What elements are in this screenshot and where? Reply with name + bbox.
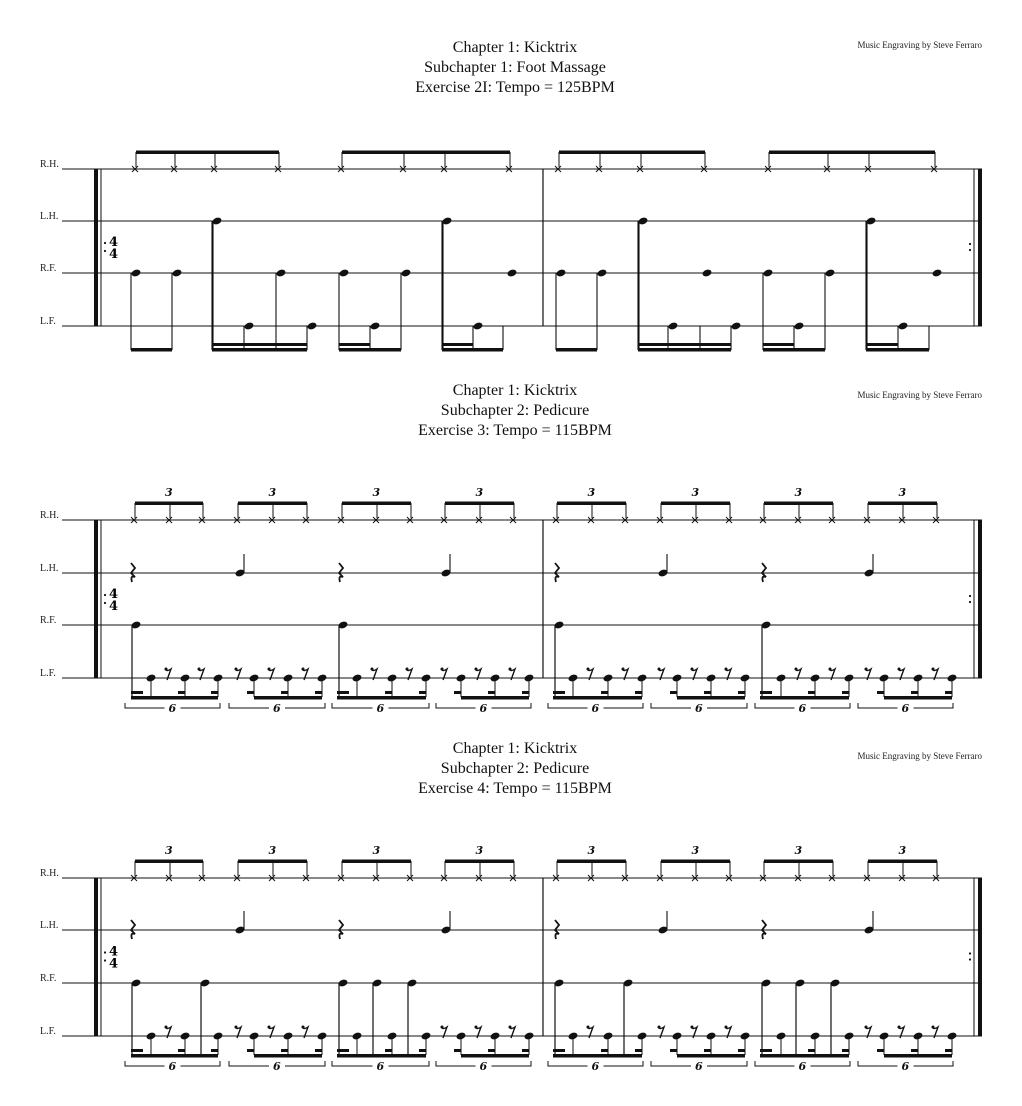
beam — [764, 860, 833, 864]
beam-stub — [704, 1049, 711, 1052]
staff-label-rh: R.H. — [40, 159, 59, 170]
subchapter-title: Subchapter 2: Pedicure — [440, 760, 590, 777]
triplet-number: 3 — [165, 844, 173, 857]
engraving-credit: Music Engraving by Steve Ferraro — [857, 751, 982, 761]
subchapter-title: Subchapter 1: Foot Massage — [424, 59, 606, 76]
eighth-rest-dot — [509, 1026, 512, 1029]
triplet-number: 3 — [372, 486, 381, 499]
staff-label-rf: R.F. — [40, 615, 57, 626]
sextuplet-number: 6 — [591, 1060, 600, 1073]
triplet-number: 3 — [898, 844, 907, 857]
beam — [445, 860, 514, 864]
staff-label-rf: R.F. — [40, 263, 57, 274]
staff-label-lh: L.H. — [40, 563, 59, 574]
beam — [553, 1054, 642, 1058]
exercise-title: Exercise 3: Tempo = 115BPM — [418, 422, 612, 439]
sextuplet-number: 6 — [376, 1060, 385, 1073]
repeat-dot-icon — [969, 958, 971, 960]
beam-stub — [945, 1049, 952, 1052]
staff-label-lf: L.F. — [40, 1026, 56, 1037]
eighth-rest-dot — [725, 1026, 728, 1029]
time-signature-bottom: 4 — [109, 956, 119, 972]
sextuplet-number: 6 — [168, 1060, 177, 1073]
beam-stub — [337, 1049, 349, 1052]
staff-label-lf: L.F. — [40, 316, 56, 327]
triplet-number: 3 — [165, 486, 173, 499]
beam-stub — [877, 1049, 884, 1052]
time-signature-top: 4 — [109, 235, 119, 250]
beam-stub — [488, 1049, 495, 1052]
beam-stub — [315, 1049, 322, 1052]
chapter-title: Chapter 1: Kicktrix — [452, 382, 578, 399]
triplet-number: 3 — [794, 844, 803, 857]
triplet-number: 3 — [475, 844, 484, 857]
beam-stub — [911, 1049, 918, 1052]
subchapter-title: Subchapter 2: Pedicure — [440, 402, 590, 419]
sextuplet-number: 6 — [168, 702, 177, 715]
eighth-rest-dot — [865, 1026, 868, 1029]
sextuplet-number: 6 — [695, 1060, 703, 1073]
time-signature-top: 4 — [109, 944, 119, 960]
beam-stub — [247, 1049, 254, 1052]
beam — [760, 1054, 849, 1058]
triplet-number: 3 — [898, 486, 907, 499]
sextuplet-number: 6 — [798, 1060, 807, 1073]
engraving-credit: Music Engraving by Steve Ferraro — [857, 390, 982, 400]
chapter-title: Chapter 1: Kicktrix — [452, 740, 578, 757]
beam — [337, 1054, 426, 1058]
beam-stub — [601, 1049, 608, 1052]
beam-stub — [281, 1049, 288, 1052]
beam-stub — [178, 1049, 185, 1052]
repeat-dot-icon — [104, 959, 106, 961]
triplet-number: 3 — [691, 844, 700, 857]
sextuplet-number: 6 — [798, 702, 807, 715]
beam-stub — [670, 1049, 677, 1052]
beam — [342, 860, 411, 864]
sextuplet-number: 6 — [479, 702, 488, 715]
sextuplet-number: 6 — [901, 702, 910, 715]
time-signature-bottom: 4 — [109, 247, 119, 262]
sextuplet-number: 6 — [479, 1060, 488, 1073]
chapter-title: Chapter 1: Kicktrix — [452, 39, 578, 56]
staff-label-rf: R.F. — [40, 973, 57, 984]
eighth-rest-dot — [898, 1026, 901, 1029]
triplet-number: 3 — [475, 486, 484, 499]
beam-stub — [522, 1049, 529, 1052]
triplet-number: 3 — [587, 844, 596, 857]
beam — [254, 1054, 322, 1058]
eighth-rest-dot — [932, 1026, 935, 1029]
staff-label-lh: L.H. — [40, 920, 59, 931]
eighth-rest-dot — [165, 1026, 168, 1029]
triplet-number: 3 — [268, 844, 277, 857]
eighth-rest-dot — [587, 1026, 590, 1029]
eighth-rest-dot — [658, 1026, 661, 1029]
beam-stub — [842, 1049, 849, 1052]
sextuplet-number: 6 — [695, 702, 703, 715]
eighth-rest-dot — [302, 1026, 305, 1029]
staff-label-rh: R.H. — [40, 868, 59, 879]
beam-stub — [131, 1049, 143, 1052]
sextuplet-number: 6 — [376, 702, 385, 715]
beam-stub — [454, 1049, 461, 1052]
beam-stub — [419, 1049, 426, 1052]
staff-label-rh: R.H. — [40, 510, 59, 521]
staff-label-lf: L.F. — [40, 668, 56, 679]
triplet-number: 3 — [372, 844, 381, 857]
exercise-title: Exercise 4: Tempo = 115BPM — [418, 780, 612, 797]
beam-stub — [808, 1049, 815, 1052]
beam-stub — [553, 1049, 565, 1052]
eighth-rest-dot — [691, 1026, 694, 1029]
triplet-number: 3 — [268, 486, 277, 499]
exercise-title: Exercise 2I: Tempo = 125BPM — [415, 79, 615, 96]
eighth-rest-dot — [268, 1026, 271, 1029]
triplet-number: 3 — [794, 486, 803, 499]
repeat-dot-icon — [104, 951, 106, 953]
beam-stub — [635, 1049, 642, 1052]
triplet-number: 3 — [587, 486, 596, 499]
eighth-rest-dot — [475, 1026, 478, 1029]
thick-barline — [978, 878, 982, 1036]
engraving-credit: Music Engraving by Steve Ferraro — [857, 40, 982, 50]
beam-stub — [211, 1049, 218, 1052]
beam-stub — [738, 1049, 745, 1052]
eighth-rest-dot — [235, 1026, 238, 1029]
triplet-number: 3 — [691, 486, 700, 499]
staff-label-lh: L.H. — [40, 211, 59, 222]
beam — [557, 860, 626, 864]
thick-barline — [94, 878, 98, 1036]
beam — [461, 1054, 529, 1058]
sextuplet-number: 6 — [591, 702, 600, 715]
time-signature-bottom: 4 — [109, 599, 119, 614]
beam — [868, 860, 937, 864]
sextuplet-number: 6 — [273, 702, 281, 715]
beam — [677, 1054, 745, 1058]
time-signature-top: 4 — [109, 587, 119, 602]
eighth-rest-dot — [441, 1026, 444, 1029]
beam-stub — [385, 1049, 392, 1052]
beam — [884, 1054, 952, 1058]
beam — [238, 860, 307, 864]
beam — [661, 860, 730, 864]
beam-stub — [760, 1049, 772, 1052]
sextuplet-number: 6 — [273, 1060, 281, 1073]
beam — [131, 1054, 218, 1058]
beam — [135, 860, 203, 864]
repeat-dot-icon — [969, 952, 971, 954]
sextuplet-number: 6 — [901, 1060, 910, 1073]
